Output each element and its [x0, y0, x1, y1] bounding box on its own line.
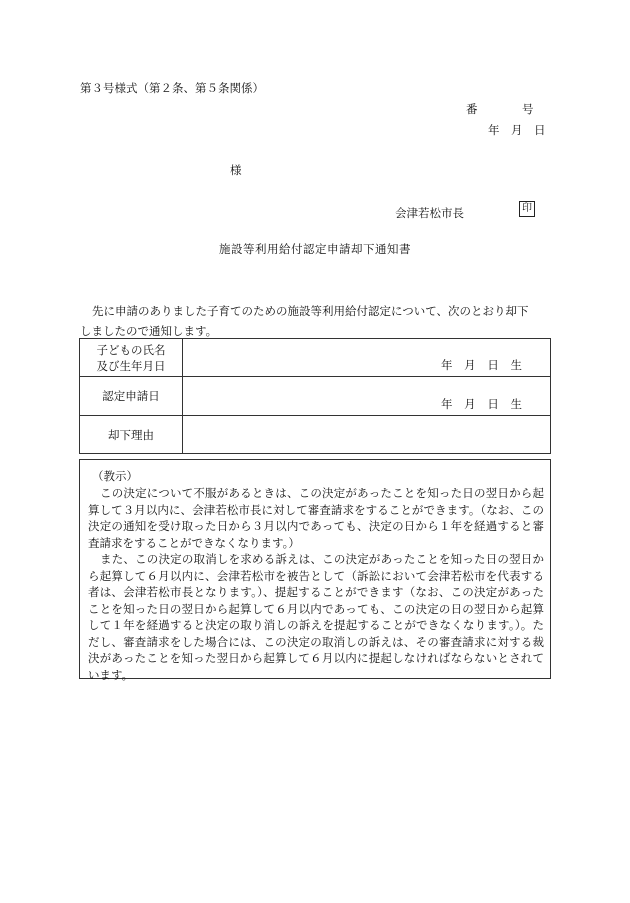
form-number-label: 第３号様式（第２条、第５条関係）	[80, 81, 264, 95]
addressee-honorific: 様	[230, 163, 242, 177]
rejection-reason-label: 却下理由	[80, 416, 183, 454]
child-name-label-line2: 及び生年月日	[96, 358, 166, 373]
table-row-reason	[80, 416, 551, 454]
child-name-label-line1: 子どもの氏名	[96, 342, 166, 357]
intro-text	[80, 301, 550, 341]
appeal-notice-heading: （教示）	[92, 469, 138, 483]
birth-date-suffix: 年 月 日 生	[441, 358, 522, 372]
application-date-field[interactable]	[183, 377, 551, 416]
document-title: 施設等利用給付認定申請却下通知書	[219, 242, 411, 256]
appeal-notice-box	[79, 459, 551, 682]
document-number-suffix: 号	[522, 102, 534, 116]
table-row-child	[80, 339, 551, 377]
info-table	[79, 338, 551, 454]
seal-mark: 印	[519, 201, 535, 217]
application-date-label: 認定申請日	[80, 377, 183, 416]
intro-line-1: 先に申請のありました子育てのための施設等利用給付認定について、次のとおり却下	[92, 304, 529, 318]
document-number-label: 番	[466, 102, 478, 116]
rejection-reason-field[interactable]	[183, 416, 551, 454]
appeal-notice-paragraph-1: この決定について不服があるときは、この決定があったことを知った日の翌日から起算して３月以内に、会津若松市長に対して審査請求をすることができます。（なお、この決定の通知を受け取った日から３月以内であっても、決定の日から１年を経過すると審査請求をすることができなくなります。）	[88, 486, 544, 550]
appeal-notice-paragraph-2: また、この決定の取消しを求める訴えは、この決定があったことを知った日の翌日から起算して６月以内に、会津若松市を被告として（訴訟において会津若松市を代表する者は、会津若松市長となります。）、提起することができます（なお、この決定があったことを知った日の翌日から起算して６月以内であっても、この決定の日の翌日から起算して１年を経過すると決定の取り消しの訴えを提起することができなくなります。）。ただし、審査請求をした場合には、この決定の取消しの訴えは、その審査請求に対する裁決があったことを知った翌日から起算して６月以内に提起しなければならないとされています。	[88, 552, 544, 682]
application-date-suffix: 年 月 日 生	[441, 397, 522, 411]
issuer-name: 会津若松市長	[395, 206, 464, 220]
table-row-application	[80, 377, 551, 416]
issue-date-line: 年 月 日	[488, 123, 546, 137]
intro-line-2: しましたので通知します。	[80, 324, 218, 338]
child-name-label	[80, 339, 183, 377]
child-name-field[interactable]	[183, 339, 551, 377]
